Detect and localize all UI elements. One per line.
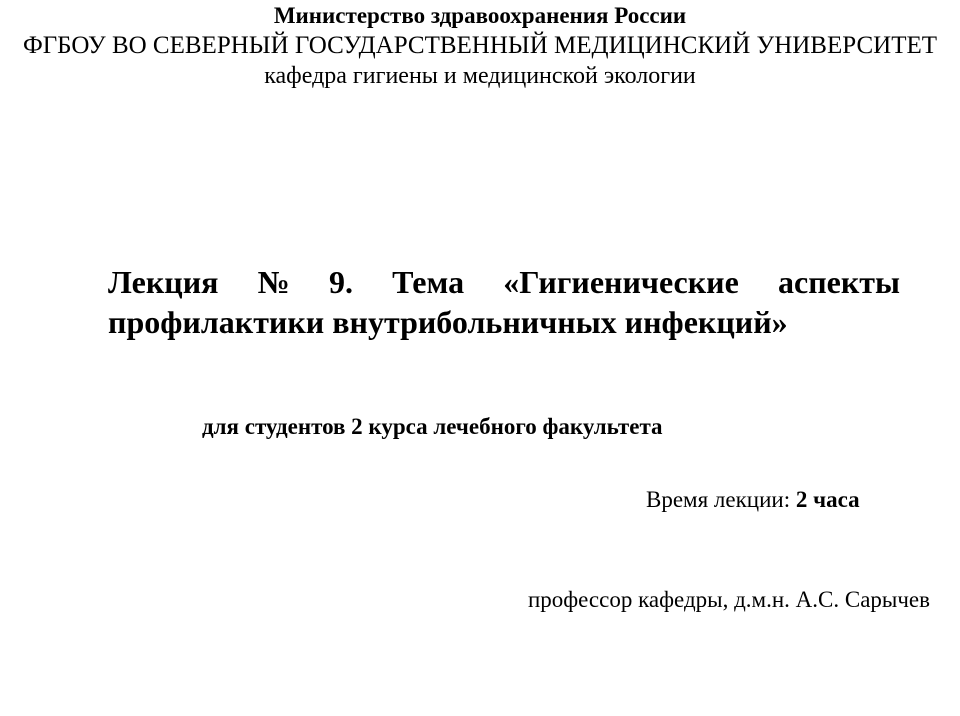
document-header [0,2,960,91]
title-word: «Гигиенические [503,264,739,300]
duration-value: 2 часа [795,487,860,512]
department-line: кафедра гигиены и медицинской экологии [264,63,696,89]
ministry-line: Министерство здравоохранения России [273,3,687,28]
author-line: профессор кафедры, д.м.н. А.С. Сарычев [527,587,930,612]
university-line: ФГБОУ ВО СЕВЕРНЫЙ ГОСУДАРСТВЕННЫЙ МЕДИЦИНСКИЙ УНИВЕРСИТЕТ [22,32,938,59]
audience-line: для студентов 2 курса лечебного факультета [202,414,663,439]
title-word: аспекты [778,264,900,300]
lecture-title [108,262,900,342]
lecture-duration-line [646,487,860,513]
lecture-title-line2: профилактики внутрибольничных инфекций» [108,304,788,340]
title-word: 9. [328,264,353,300]
duration-label: Время лекции: [646,487,796,512]
title-word: Тема [392,264,465,300]
title-word: Лекция [108,264,219,300]
lecture-title-line1 [108,262,900,302]
title-word: № [257,264,290,300]
